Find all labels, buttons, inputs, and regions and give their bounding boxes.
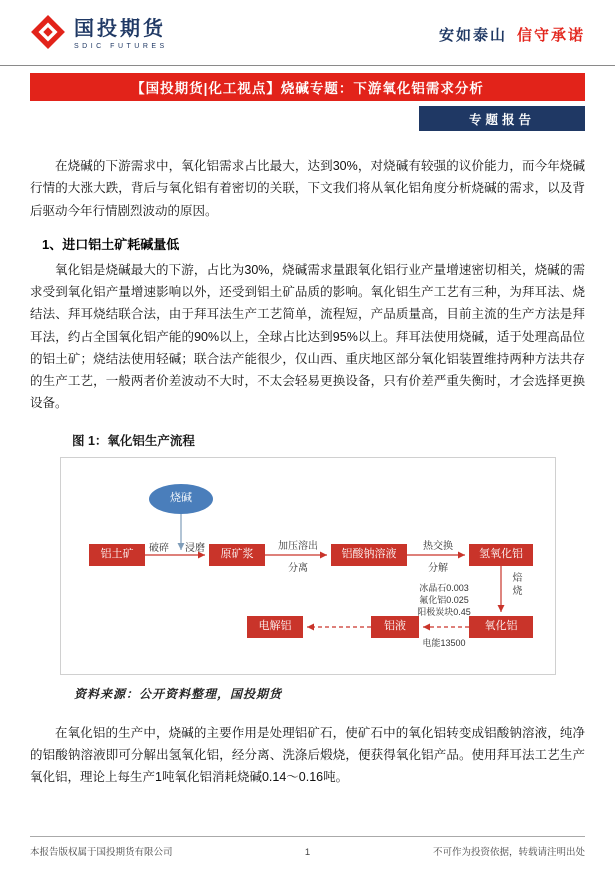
brand-name-en: SDIC FUTURES [74,43,168,51]
brand-logo [30,14,168,55]
figure-1-chart [60,457,556,675]
section-1-heading: 1、进口铝土矿耗碱量低 [42,236,180,252]
edge-label-decompose: 分解 [428,562,448,574]
brand-name-block [74,18,168,51]
figure-1-title: 图 1：氧化铝生产流程 [72,433,195,448]
slogan-left: 安如泰山 [438,27,507,44]
slogan-right: 信守承诺 [516,27,585,44]
edge-label-roast: 焙烧 [510,571,521,598]
footer-page-number: 1 [304,847,311,858]
header-slogan [439,24,585,45]
node-alumina: 氧化铝 [469,616,533,638]
report-body [0,155,615,788]
paragraph-production: 在氧化铝的生产中，烧碱的主要作用是处理铝矿石，使矿石中的氧化铝转变成铝酸钠溶液，纯净的铝酸钠溶液即可分解出氢氧化铝，经分离、洗涤后煅烧，便获得氧化铝产品。使用拜耳法工艺生产氧化铝，理论上每生产1吨氧化铝消耗烧碱0.14～0.16吨。 [30,725,585,784]
node-aluminum-liquid: 铝液 [371,616,419,638]
annotation-cryolite: 冰晶石0.003 [419,582,469,593]
node-bauxite: 铝土矿 [89,544,145,566]
brand-name: 国投期货 [74,18,166,41]
alumina-flowchart [69,466,547,666]
header-divider [0,65,615,66]
page-header [0,0,615,65]
annotation-aluminum-fluoride: 氟化铝0.025 [419,594,469,605]
node-aluminum-hydroxide: 氢氧化铝 [469,544,533,566]
page-footer [30,836,585,858]
badge-row [0,101,615,131]
edge-label-heat-exchange: 热交换 [423,540,453,552]
annotation-anode-block: 阳极炭块0.45 [417,606,471,617]
report-type-badge: 专题报告 [419,106,585,131]
node-sodium-aluminate: 铝酸钠溶液 [331,544,407,566]
footer-copyright: 本报告版权属于国投期货有限公司 [30,847,173,858]
edge-label-pressure-dissolve: 加压溶出 [278,540,318,552]
node-caustic-soda: 烧碱 [149,484,213,514]
node-raw-slurry: 原矿浆 [209,544,265,566]
report-title-banner: 【国投期货|化工视点】烧碱专题：下游氧化铝需求分析 [30,73,585,101]
annotation-power: 电能13500 [422,637,466,648]
edge-label-grind: 浸磨 [185,542,205,554]
sdic-logo-icon [30,14,66,55]
paragraph-section-1: 氧化铝是烧碱最大的下游，占比为30%，烧碱需求量跟氧化铝行业产量增速密切相关，烧碱的需求受到氧化铝产量增速影响以外，还受到铝土矿品质的影响。氧化铝生产工艺有三种，为拜耳法、烧结法、拜耳烧结联合法，由于拜耳法生产工艺简单，流程短，产品质量高，目前主流的生产方法是拜耳法，约占全国氧化铝产能的90%以上，全球占比达到95%以上。拜耳法使用烧碱，适于处理高品位的铝土矿；烧结法使用轻碱；联合法产能很少，仅山西、重庆地区部分氧化铝装置维持两种方法共存的生产工艺，一般两者价差波动不大时，不太会轻易更换设备，只有价差严重失衡时，才会选择更换设备。 [30,262,585,411]
edge-label-separate: 分离 [288,562,308,574]
edge-label-crush: 破碎 [149,542,169,554]
node-electrolytic-aluminum: 电解铝 [247,616,303,638]
figure-1-source: 资料来源：公开资料整理，国投期货 [74,686,283,701]
paragraph-intro: 在烧碱的下游需求中，氧化铝需求占比最大，达到30%，对烧碱有较强的议价能力，而今年烧碱行情的大涨大跌，背后与氧化铝有着密切的关联，下文我们将从氧化铝角度分析烧碱的需求，以及背后驱动今年行情剧烈波动的原因。 [30,159,585,218]
footer-disclaimer: 不可作为投资依据，转载请注明出处 [432,847,585,858]
